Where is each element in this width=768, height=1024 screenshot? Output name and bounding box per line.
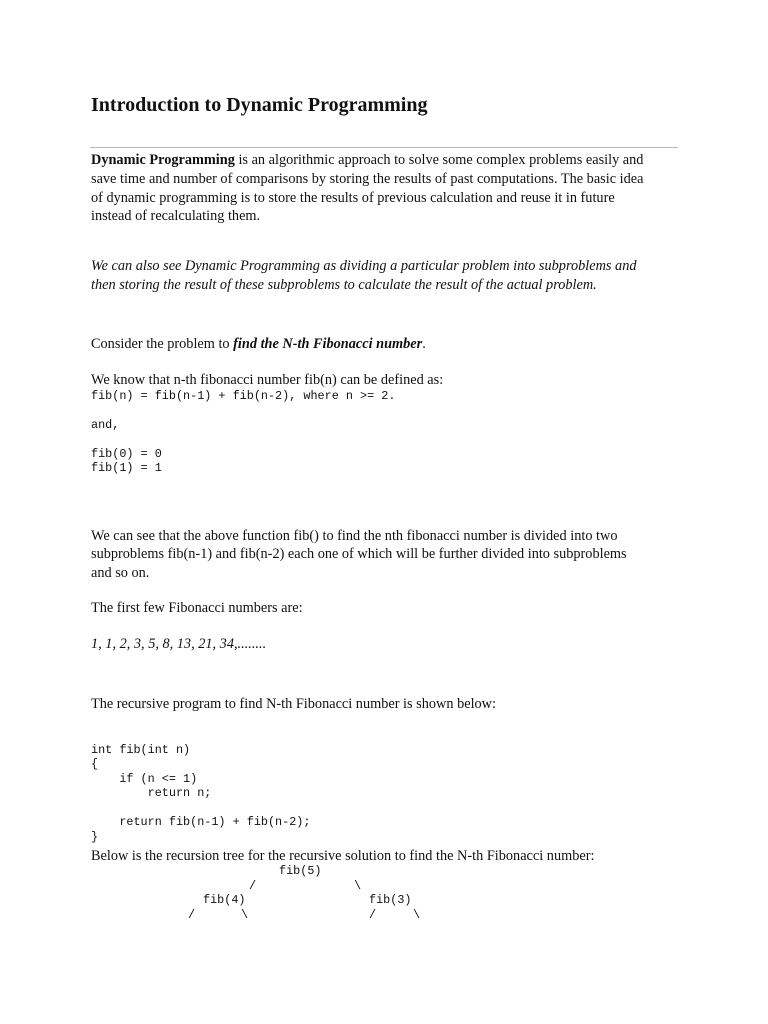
tree-edge-right-right: \	[413, 908, 421, 922]
intro-line-1	[91, 151, 643, 170]
tree-intro: Below is the recursion tree for the recursive solution to find the N-th Fibonacci number:	[91, 848, 595, 864]
definition-base-1: fib(1) = 1	[91, 461, 162, 475]
intro-line-3: of dynamic programming is to store the results of previous calculation and reuse it in future	[91, 190, 615, 206]
tree-edge-left-left: /	[188, 908, 196, 922]
tree-root: fib(5)	[279, 864, 322, 878]
consider-suffix: .	[422, 336, 426, 352]
tree-right-child: fib(3)	[369, 893, 412, 907]
tree-edge-left: /	[249, 879, 257, 893]
code-line-6: return fib(n-1) + fib(n-2);	[91, 815, 311, 829]
definition-and: and,	[91, 418, 120, 432]
intro-term: Dynamic Programming	[91, 152, 235, 168]
definition-base-0: fib(0) = 0	[91, 447, 162, 461]
tree-edge-right-left: /	[369, 908, 377, 922]
code-line-4: return n;	[91, 786, 212, 800]
consider-paragraph	[91, 335, 426, 354]
title-divider	[90, 147, 678, 148]
code-line-7: }	[91, 830, 99, 844]
sequence-intro: The first few Fibonacci numbers are:	[91, 600, 303, 616]
subproblems-line-1: We can see that the above function fib() to find the nth fibonacci number is divided into two	[91, 528, 618, 544]
tree-left-child: fib(4)	[203, 893, 246, 907]
definition-intro: We know that n-th fibonacci number fib(n) can be defined as:	[91, 372, 444, 388]
subproblems-line-2: subproblems fib(n-1) and fib(n-2) each one of which will be further divided into subproblems	[91, 546, 627, 562]
intro-line-1-text: is an algorithmic approach to solve some complex problems easily and	[234, 152, 644, 168]
sequence-values: 1, 1, 2, 3, 5, 8, 13, 21, 34,........	[91, 636, 267, 652]
consider-prefix: Consider the problem to	[91, 336, 234, 352]
code-line-2: {	[91, 757, 99, 771]
consider-emphasis: find the N-th Fibonacci number	[233, 336, 423, 352]
tree-edge-right: \	[354, 879, 362, 893]
tree-edge-left-right: \	[241, 908, 249, 922]
definition-code-line: fib(n) = fib(n-1) + fib(n-2), where n >= 2.	[91, 389, 396, 403]
italic-note-line-2: then storing the result of these subproblems to calculate the result of the actual problem.	[91, 277, 597, 293]
program-intro: The recursive program to find N-th Fibonacci number is shown below:	[91, 696, 496, 712]
code-line-3: if (n <= 1)	[91, 772, 198, 786]
document-title: Introduction to Dynamic Programming	[91, 94, 428, 116]
intro-line-4: instead of recalculating them.	[91, 208, 261, 224]
italic-note-line-1: We can also see Dynamic Programming as dividing a particular problem into subproblems and	[91, 258, 637, 274]
intro-line-2: save time and number of comparisons by storing the results of past computations. The basic idea	[91, 171, 644, 187]
subproblems-line-3: and so on.	[91, 565, 150, 581]
code-line-1: int fib(int n)	[91, 743, 191, 757]
